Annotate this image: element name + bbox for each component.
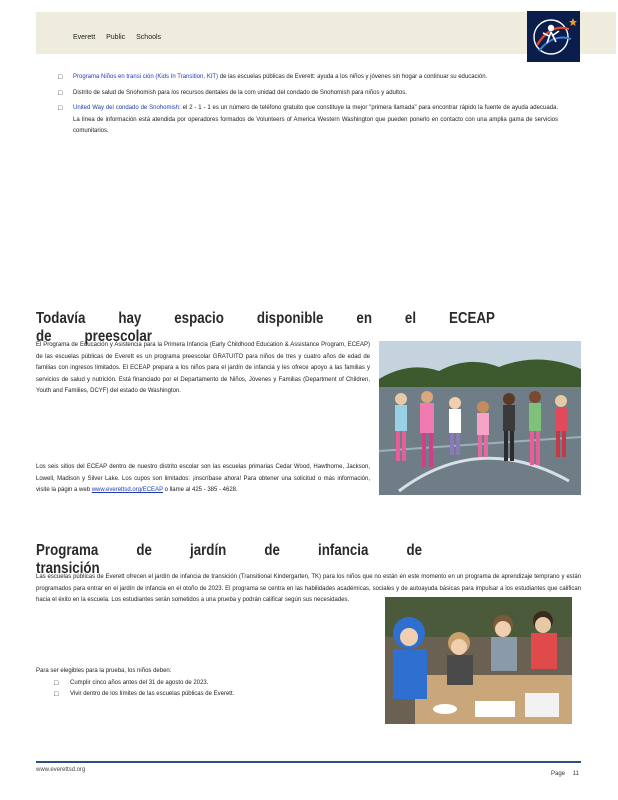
kit-program-link[interactable]: Programa Niños en transi ción (Kids In Transition, KIT) (73, 74, 219, 80)
page-number-value: 11 (572, 771, 579, 777)
eceap-heading: Todavía hay espacio disponible en el ECEAP de preescolar (36, 310, 495, 345)
list-item-text: : el 2 - 1 - 1 es un número de teléfono gratuito que constituye la mejor "primera llamada" para encontrar rápido la fuente de ayuda adecuada. La línea de información está atendida por operadores formados de Volunteers of America Western Washington que pueden ponerlo en contacto con una amplia gama de servicios comunitarios. (73, 105, 558, 134)
header-title: Everett Public Schools (73, 34, 162, 41)
children-playing-photo-icon (379, 341, 581, 495)
bullet-marker: □ (58, 74, 63, 81)
bullet-marker: □ (54, 679, 59, 687)
eceap-sites (36, 462, 370, 497)
bullet-marker: □ (54, 691, 59, 698)
tk-description-text: Las escuelas públicas de Everett ofrecen el jardín de infancia de transición (Transitional Kindergarten, TK) para los niños que no están en este momento en un programa de aprendizaje temprano y están programados para entrar en el jardín de infancia en el otoño de 2023. El programa se centra en las habilidades académicas, sociales y de autoayuda básicas para impulsar a los estudiantes que califican hacia el éxito en la escuela. Los estudiantes serán sometidos a una prueba y podrán calificar según sus necesidades. (36, 574, 581, 603)
page-label: Page (551, 771, 566, 777)
eceap-description: El Programa de Educación y Asistencia para la Primera Infancia (Early Childhood Education & Assistance Program, ECEAP) de las escuelas públicas de Everett es un programa preescolar GRATUITO para niños de tres y cuatro años de edad de familias con ingresos limitados. El ECEAP prepara a los niños para el jardín de infancia y les ofrece apoyo a las familias y servicios de salud y nutrición. Está financiado por el Departamento de Niños, Jóvenes y Familias (Department of Children, Youth and Families, DCYF) del estado de Washington. (36, 342, 370, 394)
bullet-marker: □ (58, 105, 63, 112)
eceap-phone-text: o llame al 425 - 385 - 4628. (162, 487, 238, 493)
requirement-text: Vivir dentro de los límites de las escuelas públicas de Everett. (70, 691, 235, 697)
children-classroom-photo-icon (385, 597, 572, 724)
eceap-sites-text: Los seis sitios del ECEAP dentro de nuestro distrito escolar son las escuelas primarias Cedar Wood, Hawthorne, Jackson, Lowell, Madison y Silver Lake. Los cupos son limitados: ¡inscríbase ahora! Para obtener una solicitud o más información, visite la págin a web (36, 464, 370, 493)
requirement-text: Cumplir cinco años antes del 31 de agosto de 2023. (70, 679, 209, 686)
tk-heading: Programa de jardín de infancia de transición (36, 542, 423, 577)
district-logo-icon (527, 11, 580, 62)
eceap-web-link[interactable]: www.everettsd.org/ECEAP (91, 487, 163, 493)
eligibility-intro: Para ser elegibles para la prueba, los niños deben: (36, 668, 172, 674)
list-item (58, 103, 558, 138)
list-item-text: Distrito de salud de Snohomish para los recursos dentales de la com unidad del condado de Snohomish para niños y adultos. (73, 89, 407, 96)
tk-eligibility (36, 666, 358, 701)
united-way-link[interactable]: United Way del condado de Snohomish (73, 105, 180, 111)
list-item (36, 689, 358, 701)
list-item (36, 678, 358, 690)
resource-list (58, 72, 558, 138)
page-number (551, 771, 579, 777)
list-item (58, 72, 558, 84)
footer-divider (36, 761, 581, 763)
footer-url[interactable]: www.everettsd.org (36, 767, 86, 773)
list-item (58, 88, 558, 100)
bullet-marker: □ (58, 89, 63, 97)
list-item-text: de las escuelas públicas de Everett: ayuda a los niños y jóvenes sin hogar a continuar su educación. (218, 74, 488, 80)
